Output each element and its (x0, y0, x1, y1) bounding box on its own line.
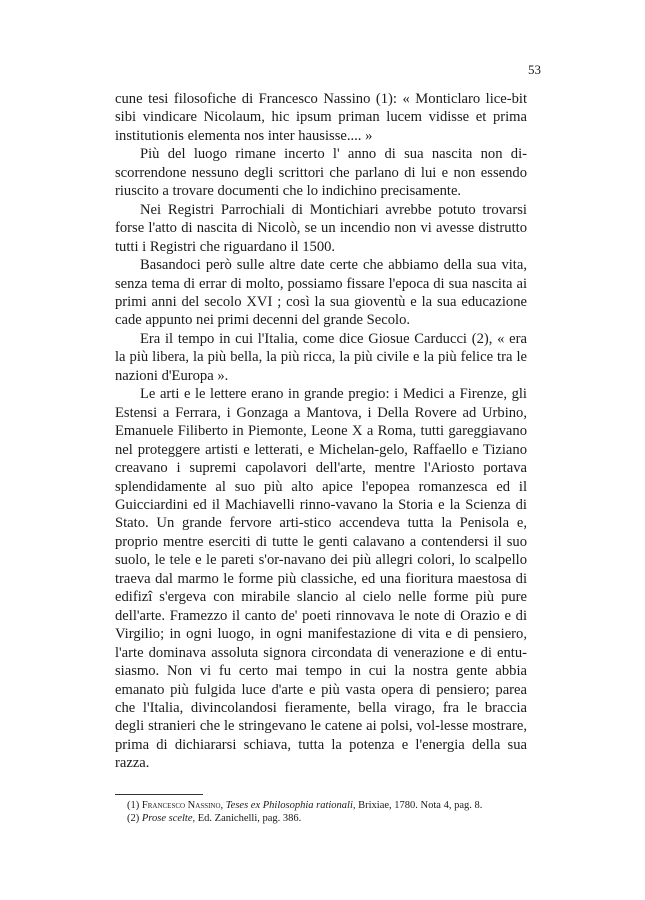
footnote (115, 799, 535, 812)
page-number: 53 (528, 62, 541, 77)
paragraph: Più del luogo rimane incerto l' anno di sua nascita non di-scorrendone nessuno degli scrittori che parlano di lui e non essendo riuscito a trovare documenti che lo indichino precisamente. (115, 146, 527, 200)
footnote-reference: Brixiae, 1780. Nota 4, pag. 8. (358, 800, 483, 811)
paragraph: Nei Registri Parrochiali di Montichiari avrebbe potuto trovarsi forse l'atto di nascita di Nicolò, se un incendio non vi avesse distrutto tutti i Registri che riguardano il 1500. (115, 201, 527, 255)
footnote-author: Francesco Nassino, (141, 800, 224, 811)
body-text (115, 90, 527, 773)
footnote-marker: (1) (127, 800, 140, 811)
paragraph: Basandoci però sulle altre date certe che abbiamo della sua vita, senza tema di errar di molto, possiamo fissare l'epoca di sua nascita ai primi anni del secolo XVI ; così la sua gioventù e la sua educazione cade appunto nei primi decenni del grande Secolo. (115, 257, 527, 329)
footnote (115, 812, 535, 825)
footnote-title: Teses ex Philosophia rationali, (225, 800, 356, 811)
footnote-reference: Ed. Zanichelli, pag. 386. (197, 813, 302, 824)
footnotes (115, 799, 535, 825)
paragraph: Le arti e le lettere erano in grande pregio: i Medici a Firenze, gli Estensi a Ferrara, i Gonzaga a Mantova, i Della Rovere ad Urbino, Emanuele Filiberto in Piemonte, Leone X a Roma, tutti gareggiavano nel proteggere artisti e letterati, e Michelan-gelo, Raffaello e Tiziano creavano i supremi capolavori dell'arte, mentre l'Ariosto portava splendidamente al suo più alto apice l'epopea romanzesca ed il Guicciardini ed il Machiavelli rinno-vavano la Storia e la Scienza di Stato. Un grande fervore arti-stico accendeva tutta la Penisola e, proprio mentre eserciti di tutte le genti calavano a contendersi il suo suolo, le tele e le pareti s'or-navano dei più allegri colori, lo scalpello traeva dal marmo le forme più classiche, ed una fioritura maestosa di edifizî s'ergeva con mirabile slancio al cielo nelle forme più pure dell'arte. Framezzo il canto de' poeti rinnovava le note di Orazio e di Virgilio; in ogni luogo, in ogni manifestazione di vita e di pensiero, l'arte dominava assoluta signora circondata di venerazione e di entu-siasmo. Non vi fu certo mai tempo in cui la nostra gente abbia emanato più fulgida luce d'arte e più vasta opera di pensiero; parea che l'Italia, divincolandosi fieramente, bella virago, fra le braccia degli stranieri che le stringevano le catene ai polsi, vol-lesse mostrare, prima di dichiararsi schiava, tutta la potenza e l'energia della sua razza. (115, 386, 527, 772)
paragraph: cune tesi filosofiche di Francesco Nassino (1): « Monticlaro lice-bit sibi vindicare Nicolaum, hic ipsum priman lucem vidisse et prima institutionis elementa nos inter hausisse.... » (115, 91, 527, 144)
footnote-title: Prose scelte, (141, 813, 196, 824)
footnote-marker: (2) (127, 813, 140, 824)
paragraph: Era il tempo in cui l'Italia, come dice Giosue Carducci (2), « era la più libera, la più bella, la più ricca, la più civile e la più felice tra le nazioni d'Europa ». (115, 330, 527, 384)
footnote-divider (115, 794, 203, 795)
